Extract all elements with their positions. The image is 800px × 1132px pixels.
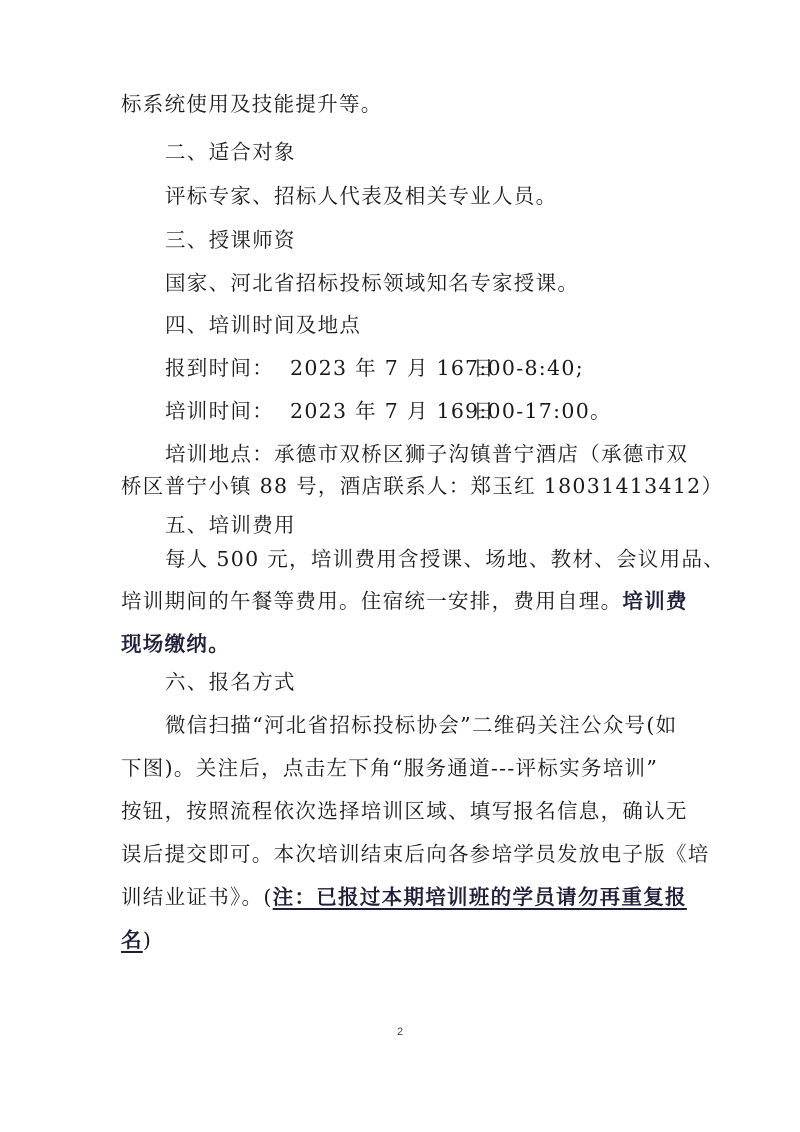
paragraph-continuation: 标系统使用及技能提升等。 [121, 92, 383, 116]
registration-paragraph-line-6: 名) [121, 928, 153, 952]
fee-payment-note-continued: 现场缴纳。 [121, 632, 230, 656]
section-heading-suitable-audience: 二、适合对象 [165, 140, 296, 164]
section-heading-time-location: 四、培训时间及地点 [165, 313, 362, 337]
registration-hours: 7:00-8:40; [465, 356, 584, 380]
fee-paragraph-line-1: 每人 500 元，培训费用含授课、场地、教材、会议用品、 [165, 547, 726, 571]
section-heading-fees: 五、培训费用 [165, 513, 296, 537]
training-time-row [165, 395, 612, 427]
registration-paragraph-line-2: 下图)。关注后，点击左下角“服务通道---评标实务培训” [121, 756, 659, 780]
registration-date: 2023 年 7 月 16 日 [290, 356, 495, 380]
training-hours: 9:00-17:00。 [465, 399, 612, 423]
training-location-line-2: 桥区普宁小镇 88 号，酒店联系人：郑玉红 18031413412） [121, 474, 724, 498]
section-heading-teachers: 三、授课师资 [165, 228, 296, 252]
section-heading-registration: 六、报名方式 [165, 670, 296, 694]
page-number: 2 [396, 1026, 404, 1038]
duplicate-registration-warning: 注：已报过本期培训班的学员请勿再重复报 [272, 885, 687, 909]
fee-payment-note: 培训费 [622, 589, 688, 613]
registration-paragraph-line-3: 按钮，按照流程依次选择培训区域、填写报名信息，确认无 [121, 799, 688, 823]
training-date: 2023 年 7 月 16 日 [290, 399, 495, 423]
fee-paragraph-line-2: 培训期间的午餐等费用。住宿统一安排，费用自理。培训费 [121, 589, 688, 613]
registration-time-row [165, 352, 584, 384]
registration-paragraph-line-1: 微信扫描“河北省招标投标协会”二维码关注公众号(如 [165, 713, 678, 737]
paragraph-teachers: 国家、河北省招标投标领域知名专家授课。 [165, 271, 580, 295]
training-time-label: 培训时间： [165, 399, 274, 423]
fee-paragraph-line-3 [121, 628, 230, 660]
registration-paragraph-line-5: 训结业证书》。(注：已报过本期培训班的学员请勿再重复报 [121, 885, 687, 909]
training-location-line-1: 培训地点：承德市双桥区狮子沟镇普宁酒店（承德市双 [165, 442, 689, 466]
paragraph-audience: 评标专家、招标人代表及相关专业人员。 [165, 184, 558, 208]
registration-time-label: 报到时间： [165, 356, 274, 380]
registration-paragraph-line-4: 误后提交即可。本次培训结束后向各参培学员发放电子版《培 [121, 842, 710, 866]
duplicate-registration-warning-continued: 名 [121, 928, 143, 952]
